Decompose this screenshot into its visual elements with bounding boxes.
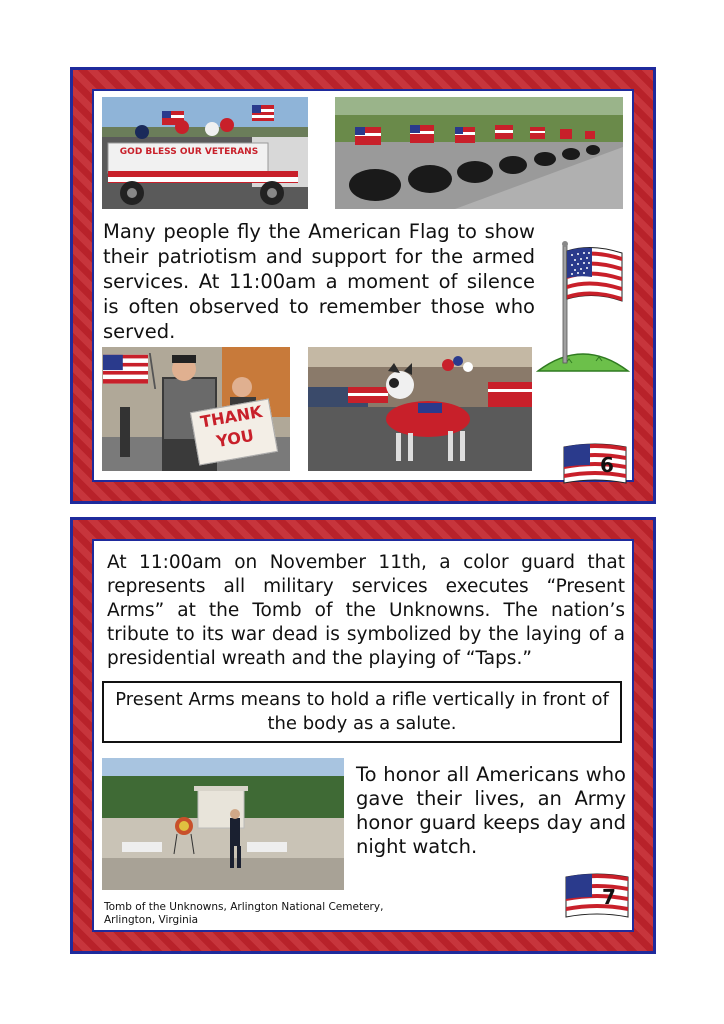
motorcycle-parade-photo	[335, 97, 623, 209]
card-tomb-of-unknowns	[70, 517, 656, 954]
truck-banner-text: GOD BLESS OUR VETERANS	[119, 147, 259, 157]
page-number-6: 6	[600, 453, 614, 477]
card-inner	[92, 539, 634, 932]
page-number-7: 7	[602, 885, 616, 909]
tomb-of-unknowns-photo	[102, 758, 344, 890]
tomb-photo-caption: Tomb of the Unknowns, Arlington National Cemetery, Arlington, Virginia	[104, 901, 384, 926]
color-guard-paragraph: At 11:00am on November 11th, a color guard that represents all military services executes “Present Arms” at the Tomb of the Unknowns. The nation’s tribute to its war dead is symbolized by the laying of a presidential wreath and the playing of “Taps.”	[107, 552, 625, 669]
page-number-flag-7	[564, 871, 630, 921]
page-number-flag-6	[562, 441, 628, 487]
patriotic-dog-photo	[308, 347, 532, 471]
flag-on-hill-clipart	[536, 241, 630, 373]
parade-truck-photo	[102, 97, 308, 209]
patriotism-paragraph: Many people fly the American Flag to show their patriotism and support for the armed services. At 11:00am a moment of silence is often observed to remember those who served.	[103, 220, 535, 343]
card-inner	[92, 89, 634, 482]
sign-line-1: THANK	[198, 401, 264, 432]
card-veterans-flags	[70, 67, 656, 504]
honor-guard-text: To honor all Americans who gave their lives, an Army honor guard keeps day and night watch.	[356, 763, 626, 858]
thank-you-sign-photo	[102, 347, 290, 471]
sign-line-2: YOU	[214, 425, 256, 452]
present-arms-definition: Present Arms means to hold a rifle vertically in front of the body as a salute.	[102, 681, 622, 743]
